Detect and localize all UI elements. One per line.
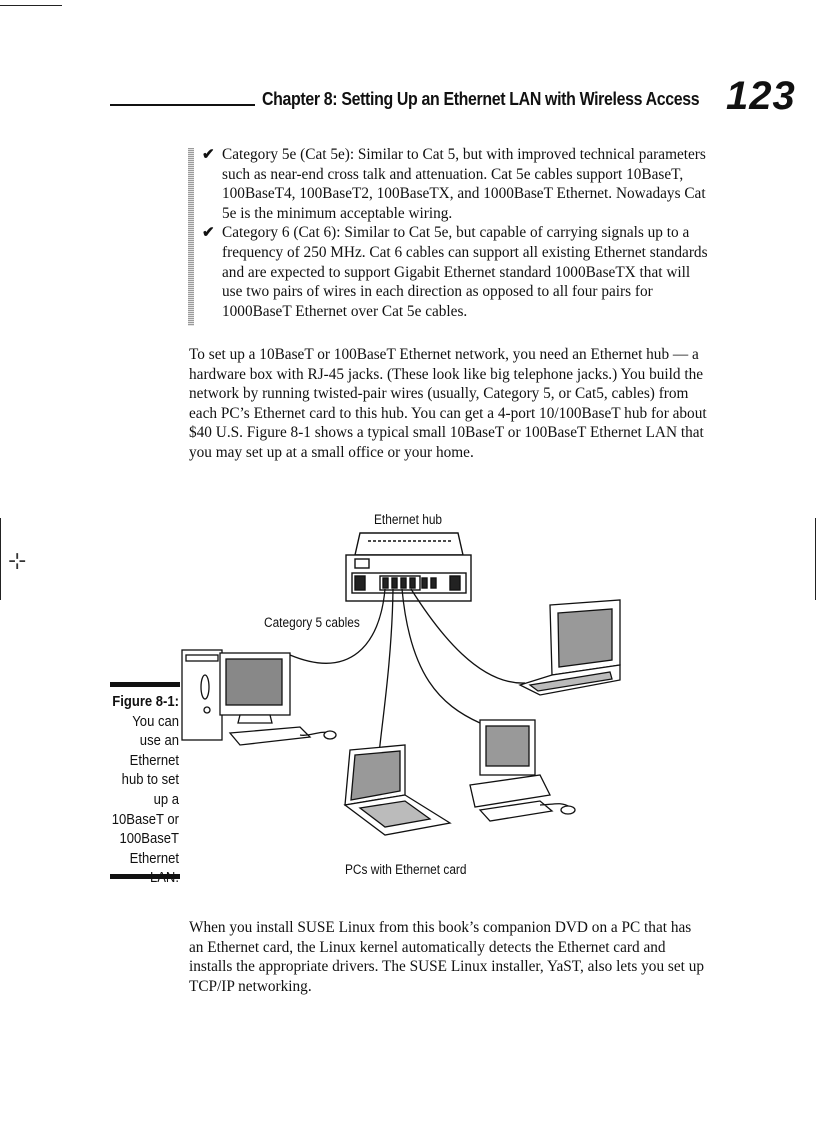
figure-label: Figure 8-1:	[112, 694, 179, 710]
bullet-sidebar	[188, 148, 194, 326]
check-mark-icon: ✔	[202, 147, 215, 163]
ethernet-hub-icon	[346, 533, 471, 601]
bullet-item	[202, 223, 708, 321]
body-paragraph: When you install SUSE Linux from this book’s companion DVD on a PC that has an Ethernet card, the Linux kernel automatically detects the Ethernet card and installs the appropriate drivers. The SUSE Linux installer, YaST, also lets you set up TCP/IP networking.	[189, 919, 705, 995]
hub-label: Ethernet hub	[374, 512, 443, 527]
laptop-icon	[345, 745, 450, 835]
caption-rule-top	[110, 682, 180, 687]
bullet-text: Category 6 (Cat 6): Similar to Cat 5e, but capable of carrying signals up to a frequency of 250 MHz. Cat 6 cables can support all existing Ethernet standards and are expected to support Gigabit Ethernet standard 1000BaseTX that will use two pairs of wires in each direction as opposed to all four pairs for 1000BaseT Ethernet over Cat 5e cables.	[222, 224, 708, 320]
bullet-text: Category 5e (Cat 5e): Similar to Cat 5, but with improved technical parameters such as near-end cross talk and attenuation. Cat 5e cables support 10BaseT, 100BaseT4, 100BaseT2, 100BaseTX, and 1000BaseT Ethernet. Nowadays Cat 5e is the minimum acceptable wiring.	[222, 146, 706, 222]
bullet-list	[202, 145, 708, 321]
bullet-item	[202, 145, 708, 223]
body-paragraph: To set up a 10BaseT or 100BaseT Ethernet network, you need an Ethernet hub — a hardware box with RJ-45 jacks. (These look like big telephone jacks.) You build the network by running twisted-pair wires (usually, Category 5, or Cat5, cables) from each PC’s Ethernet card to this hub. You can get a 4-port 10/100BaseT hub for about $40 U.S. Figure 8-1 shows a typical small 10BaseT or 100BaseT Ethernet LAN that you may set up at a small office or your home.	[189, 346, 707, 461]
pcs-label: PCs with Ethernet card	[345, 862, 467, 877]
desktop-pc-icon	[470, 720, 575, 821]
header-rule	[110, 104, 255, 106]
figure-caption	[112, 693, 180, 889]
crop-mark-top	[0, 5, 62, 6]
running-header: Chapter 8: Setting Up an Ethernet LAN with Wireless Access	[262, 88, 700, 109]
caption-rule-bottom	[110, 874, 180, 879]
registration-mark-icon: ⊹	[8, 548, 27, 573]
laptop-icon	[520, 600, 620, 695]
page-number: 123	[726, 74, 796, 118]
tower-pc-icon	[182, 650, 336, 745]
figure-caption-text: You can use an Ethernet hub to set up a 10BaseT or 100BaseT Ethernet	[111, 713, 179, 867]
crop-mark-left	[0, 518, 1, 600]
cables-label: Category 5 cables	[264, 615, 360, 630]
check-mark-icon: ✔	[202, 225, 215, 242]
network-diagram	[180, 505, 630, 870]
